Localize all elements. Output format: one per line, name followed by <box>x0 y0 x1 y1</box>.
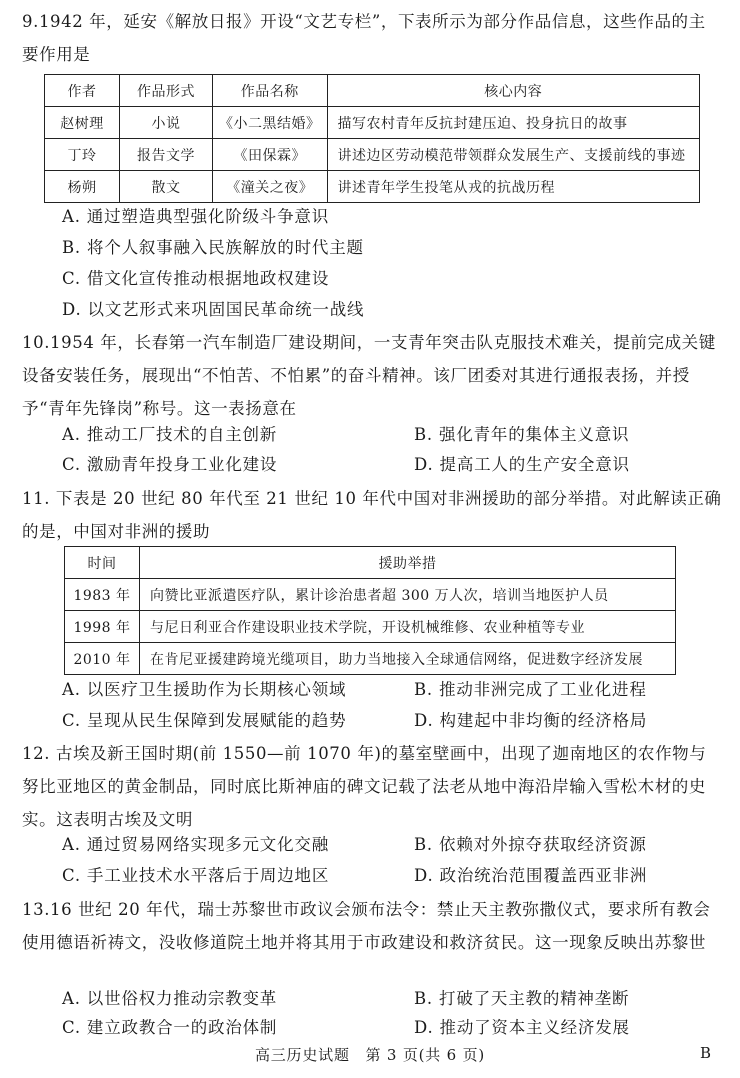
table-row <box>45 107 700 139</box>
option-11-c: C. 呈现从民生保障到发展赋能的趋势 <box>62 711 347 730</box>
option-11-b: B. 推动非洲完成了工业化进程 <box>414 680 647 699</box>
table-cell: 丁玲 <box>45 139 120 171</box>
question-12-stem: 12. 古埃及新王国时期(前 1550—前 1070 年)的墓室壁画中，出现了迦南地区的农作物与努比亚地区的黄金制品，同时底比斯神庙的碑文记载了法老从地中海沿岸输入雪松木材的史实。这表明古埃及文明 <box>22 744 707 829</box>
table-header-row <box>45 75 700 107</box>
table-cell: 在肯尼亚援建跨境光缆项目，助力当地接入全球通信网络，促进数字经济发展 <box>140 643 676 675</box>
table-row <box>45 171 700 203</box>
table-cell: 小说 <box>120 107 213 139</box>
question-9-stem: 9.1942 年，延安《解放日报》开设“文艺专栏”，下表所示为部分作品信息，这些作品的主要作用是 <box>22 12 706 64</box>
option-10-b: B. 强化青年的集体主义意识 <box>414 425 630 444</box>
option-11-d: D. 构建起中非均衡的经济格局 <box>414 711 648 730</box>
option-9-a: A. 通过塑造典型强化阶级斗争意识 <box>62 207 330 226</box>
question-13-stem: 13.16 世纪 20 年代，瑞士苏黎世市政议会颁布法令：禁止天主教弥撒仪式，要求所有教会使用德语祈祷文，没收修道院土地并将其用于市政建设和救济贫民。这一现象反映出苏黎世 <box>22 900 711 952</box>
table-header: 核心内容 <box>327 75 700 107</box>
question-11-stem: 11. 下表是 20 世纪 80 年代至 21 世纪 10 年代中国对非洲援助的部分举措。对此解读正确的是，中国对非洲的援助 <box>22 489 722 541</box>
table-cell: 与尼日利亚合作建设职业技术学院，开设机械维修、农业种植等专业 <box>140 611 676 643</box>
table-cell: 杨朔 <box>45 171 120 203</box>
version-tag: B <box>700 1044 712 1062</box>
table-row <box>65 611 676 643</box>
table-cell: 报告文学 <box>120 139 213 171</box>
table-header: 作品形式 <box>120 75 213 107</box>
table-cell: 讲述青年学生投笔从戎的抗战历程 <box>327 171 700 203</box>
table-cell: 《小二黑结婚》 <box>213 107 328 139</box>
option-13-c: C. 建立政教合一的政治体制 <box>62 1018 278 1037</box>
option-9-b: B. 将个人叙事融入民族解放的时代主题 <box>62 238 364 257</box>
table-cell: 1998 年 <box>65 611 140 643</box>
option-9-d: D. 以文艺形式来巩固国民革命统一战线 <box>62 300 365 319</box>
table-cell: 《潼关之夜》 <box>213 171 328 203</box>
question-9-table <box>44 74 700 203</box>
table-cell: 赵树理 <box>45 107 120 139</box>
option-13-a: A. 以世俗权力推动宗教变革 <box>62 989 278 1008</box>
table-cell: 2010 年 <box>65 643 140 675</box>
option-12-d: D. 政治统治范围覆盖西亚非洲 <box>414 866 648 885</box>
option-10-c: C. 激励青年投身工业化建设 <box>62 455 278 474</box>
table-cell: 讲述边区劳动模范带领群众发展生产、支援前线的事迹 <box>327 139 700 171</box>
table-cell: 向赞比亚派遣医疗队，累计诊治患者超 300 万人次，培训当地医护人员 <box>140 579 676 611</box>
table-cell: 描写农村青年反抗封建压迫、投身抗日的故事 <box>327 107 700 139</box>
page-footer: 高三历史试题 第 3 页(共 6 页) <box>254 1046 486 1064</box>
table-row <box>45 139 700 171</box>
table-header-row <box>65 547 676 579</box>
table-header: 作者 <box>45 75 120 107</box>
option-12-a: A. 通过贸易网络实现多元文化交融 <box>62 835 330 854</box>
table-cell: 散文 <box>120 171 213 203</box>
table-row <box>65 579 676 611</box>
table-cell: 1983 年 <box>65 579 140 611</box>
table-header: 援助举措 <box>140 547 676 579</box>
option-11-a: A. 以医疗卫生援助作为长期核心领域 <box>62 680 347 699</box>
option-9-c: C. 借文化宣传推动根据地政权建设 <box>62 269 330 288</box>
option-13-b: B. 打破了天主教的精神垄断 <box>414 989 630 1008</box>
option-13-d: D. 推动了资本主义经济发展 <box>414 1018 630 1037</box>
option-12-b: B. 依赖对外掠夺获取经济资源 <box>414 835 647 854</box>
table-header: 时间 <box>65 547 140 579</box>
option-10-d: D. 提高工人的生产安全意识 <box>414 455 630 474</box>
table-row <box>65 643 676 675</box>
table-cell: 《田保霖》 <box>213 139 328 171</box>
option-10-a: A. 推动工厂技术的自主创新 <box>62 425 278 444</box>
question-10-stem: 10.1954 年，长春第一汽车制造厂建设期间，一支青年突击队克服技术难关，提前完成关键设备安装任务，展现出“不怕苦、不怕累”的奋斗精神。该厂团委对其进行通报表扬，并授予“青年先锋岗”称号。这一表扬意在 <box>22 333 716 418</box>
question-11-table <box>64 546 676 675</box>
table-header: 作品名称 <box>213 75 328 107</box>
option-12-c: C. 手工业技术水平落后于周边地区 <box>62 866 330 885</box>
